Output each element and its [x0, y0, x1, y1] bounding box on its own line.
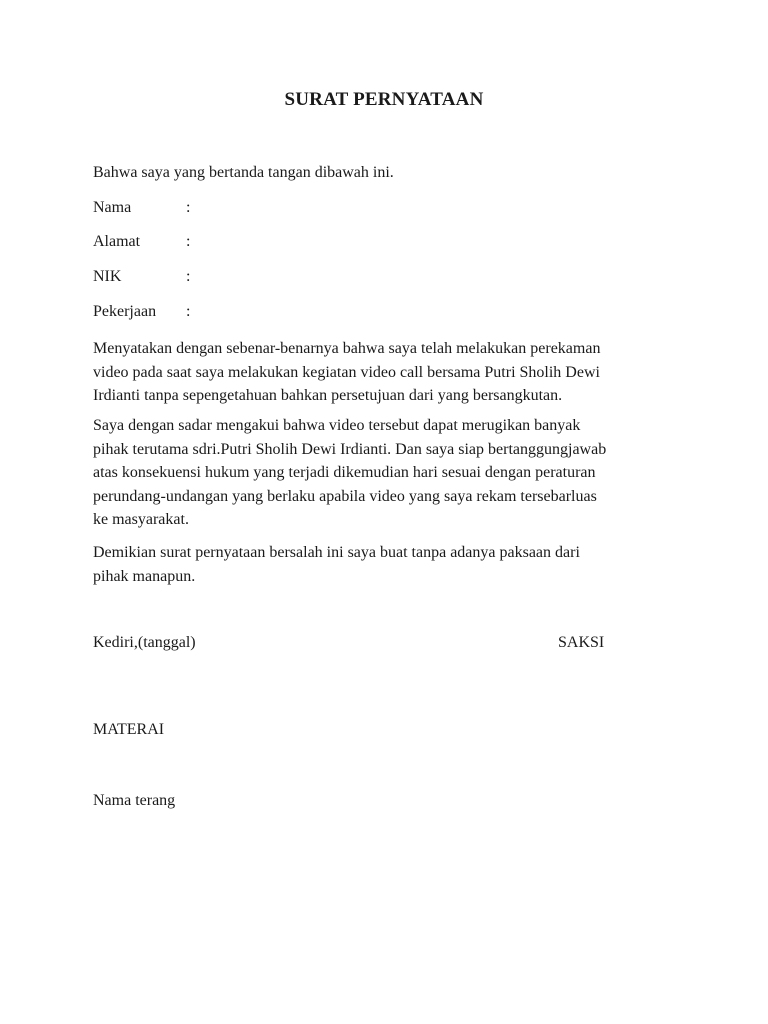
field-nama	[93, 199, 196, 217]
field-label: Alamat	[93, 233, 141, 250]
intro-text: Bahwa saya yang bertanda tangan dibawah ini.	[93, 164, 394, 181]
statement-paragraph-3: Demikian surat pernyataan bersalah ini saya buat tanpa adanya paksaan dari pihak manapun.	[93, 544, 580, 585]
field-label: Pekerjaan	[93, 303, 157, 320]
field-pekerjaan	[93, 303, 196, 321]
stamp-label: MATERAI	[93, 721, 165, 738]
signature-name: Nama terang	[93, 792, 176, 809]
field-colon: :	[186, 233, 191, 250]
place-date: Kediri,(tanggal)	[93, 634, 196, 651]
field-colon: :	[186, 199, 191, 216]
field-colon: :	[186, 303, 191, 320]
field-nik	[93, 268, 196, 286]
field-label: NIK	[93, 268, 122, 285]
statement-paragraph-1: Menyatakan dengan sebenar-benarnya bahwa saya telah melakukan perekaman video pada saat saya melakukan kegiatan video call bersama Putri Sholih Dewi Irdianti tanpa sepengetahuan bahkan persetujuan dari yang bersangkutan.	[93, 340, 601, 404]
field-label: Nama	[93, 199, 132, 216]
document-title: SURAT PERNYATAAN	[284, 89, 484, 110]
statement-paragraph-2: Saya dengan sadar mengakui bahwa video tersebut dapat merugikan banyak pihak terutama sdri.Putri Sholih Dewi Irdianti. Dan saya siap bertanggungjawab atas konsekuensi hukum yang terjadi dikemudian hari sesuai dengan peraturan perundang-undangan yang berlaku apabila video yang saya rekam tersebarluas ke masyarakat.	[93, 417, 607, 528]
field-colon: :	[186, 268, 191, 285]
field-alamat	[93, 233, 196, 251]
witness-label: SAKSI	[558, 634, 605, 651]
